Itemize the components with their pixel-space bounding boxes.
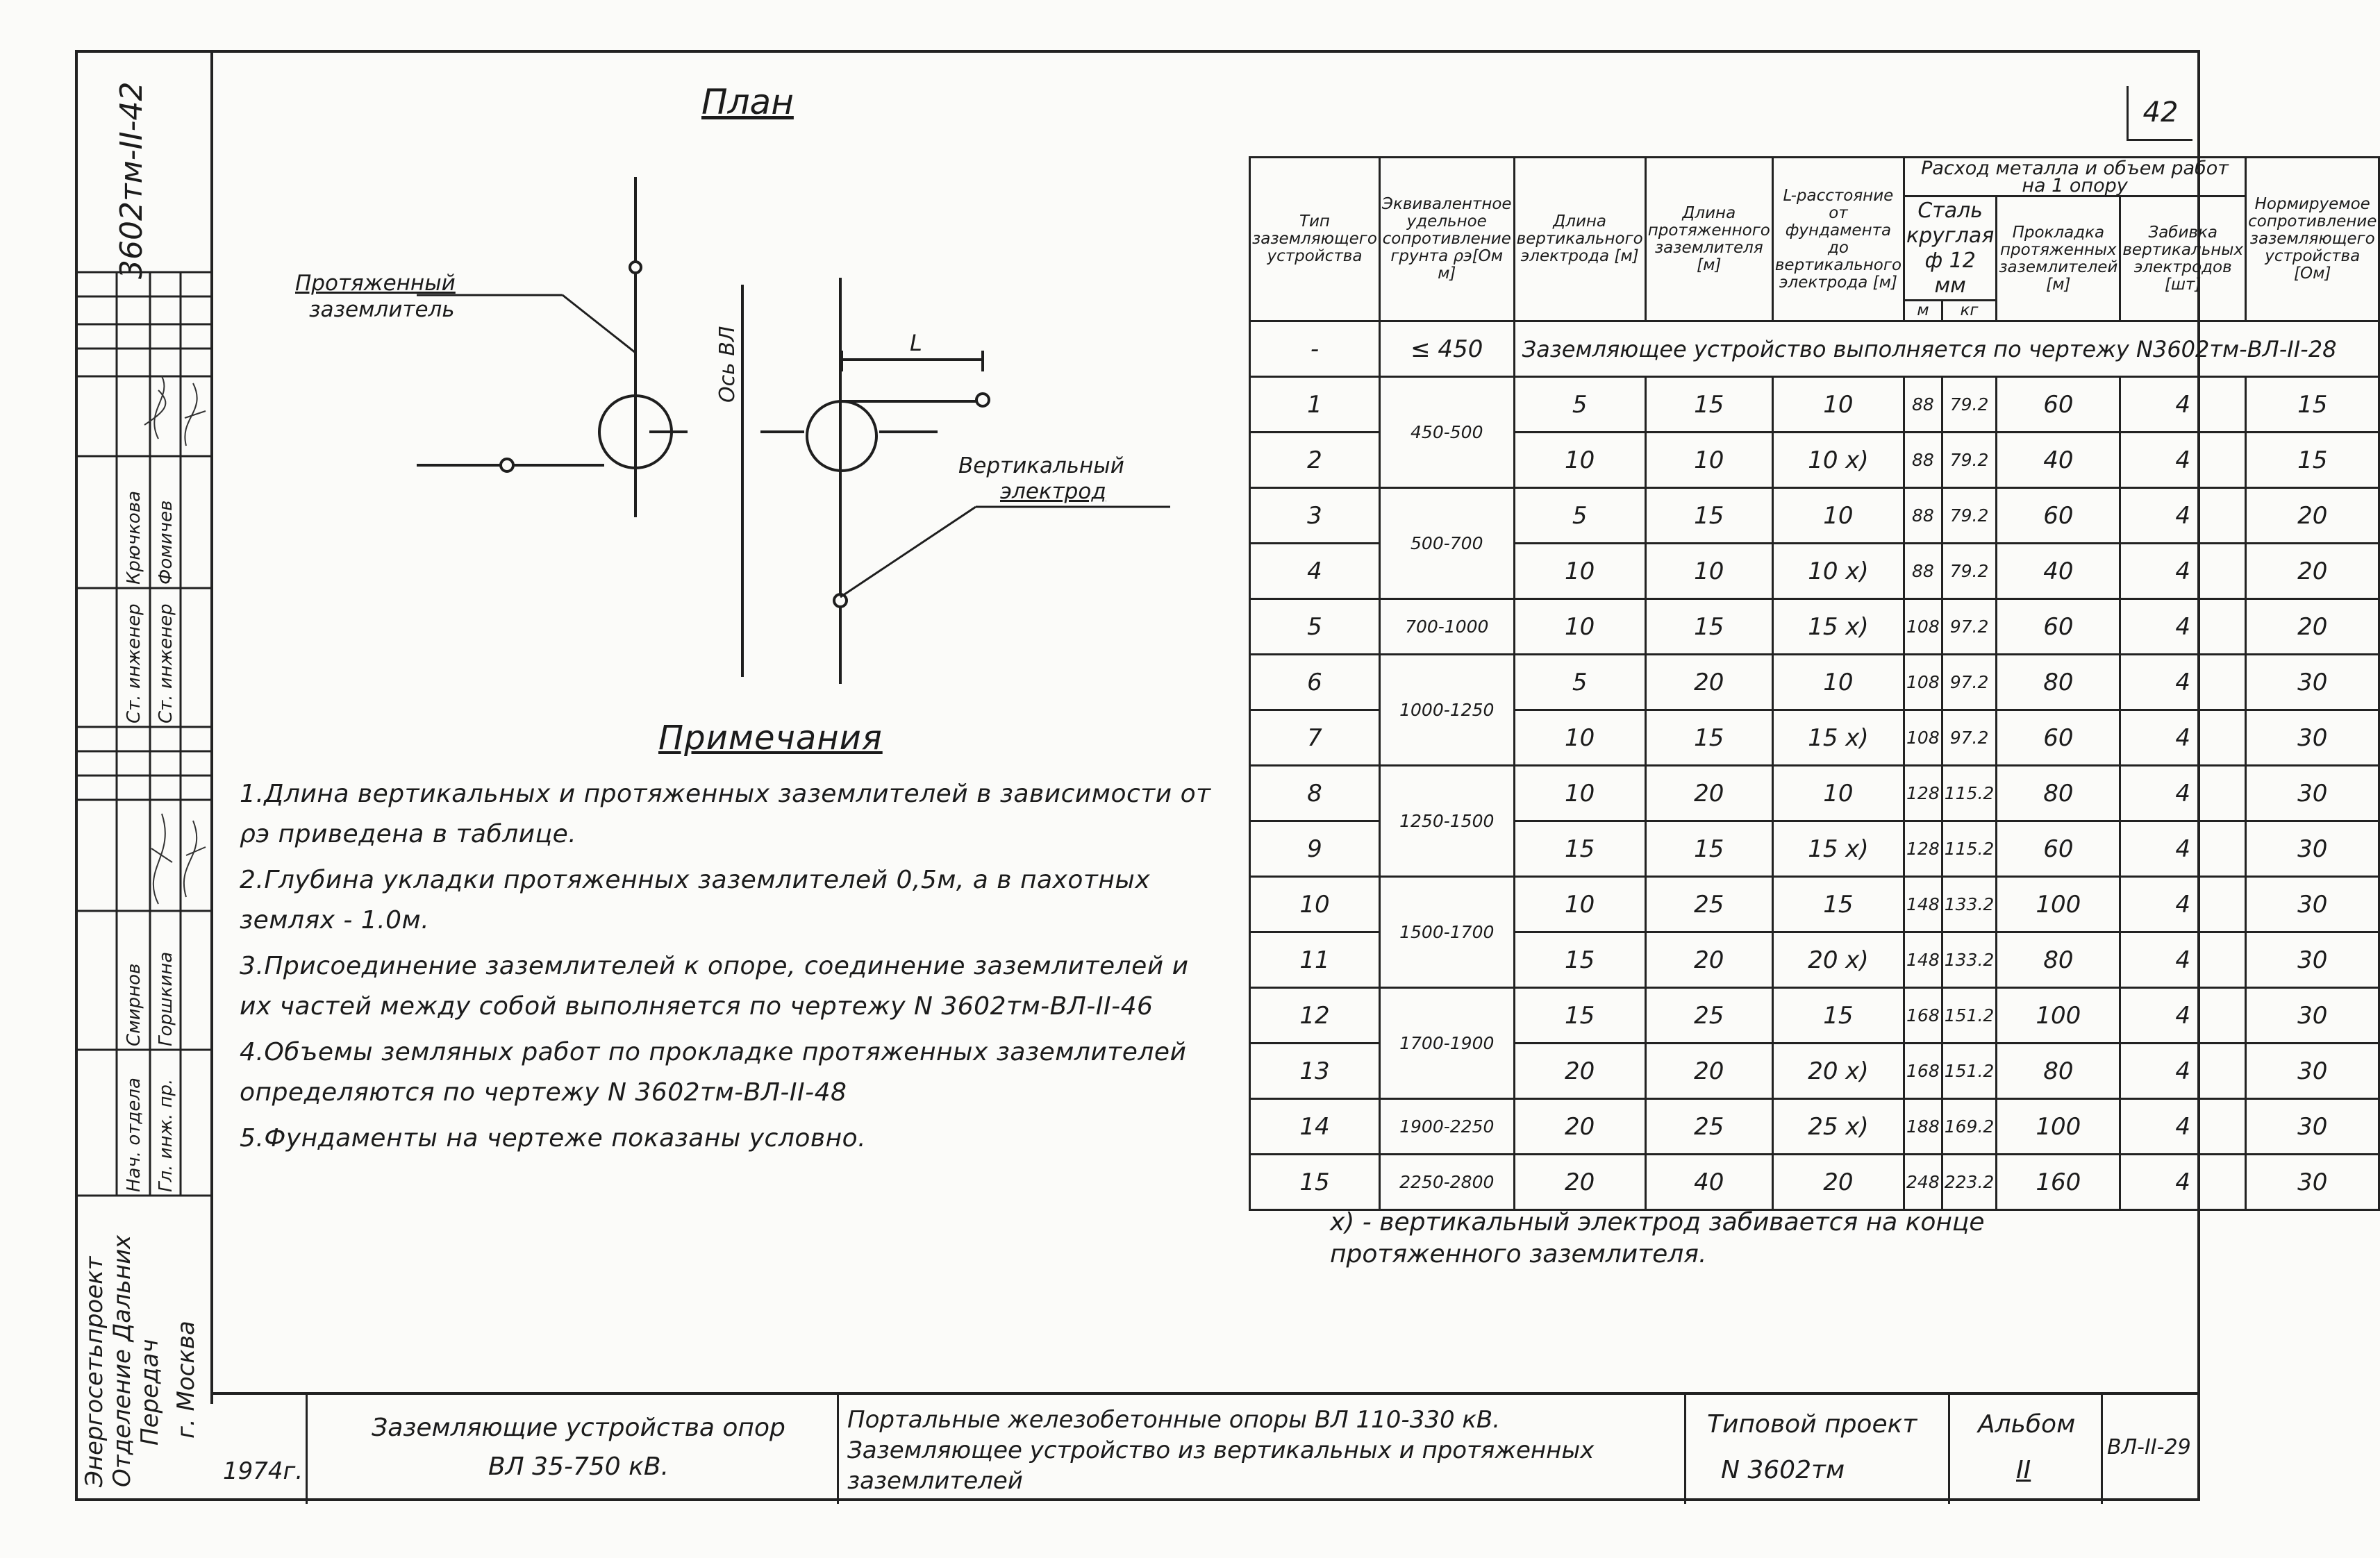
cell-norm: 15 [2246, 433, 2379, 488]
cell-kg: 223.2 [1942, 1155, 1997, 1210]
cell-drive: 4 [2120, 877, 2246, 932]
cell-kg: 97.2 [1942, 655, 1997, 710]
cell-type: 5 [1250, 599, 1380, 655]
table-row [1250, 655, 2379, 710]
tb-album-number: ІІ [2016, 1456, 2031, 1484]
label-vertical-line-1: Вертикальный [958, 453, 1124, 478]
row0-resistivity: ≤ 450 [1379, 321, 1514, 377]
cell-lay: 60 [1997, 488, 2120, 544]
cell-type: 7 [1250, 710, 1380, 766]
cell-kg: 169.2 [1942, 1099, 1997, 1155]
cell-m: 108 [1904, 599, 1942, 655]
cell-m: 188 [1904, 1099, 1942, 1155]
cell-kg: 79.2 [1942, 433, 1997, 488]
cell-drive: 4 [2120, 377, 2246, 433]
cell-kg: 115.2 [1942, 766, 1997, 821]
side-stamp-lines [75, 50, 210, 1404]
cell-lay: 40 [1997, 544, 2120, 599]
cell-L: 10 x) [1772, 433, 1904, 488]
cell-L: 20 [1772, 1155, 1904, 1210]
cell-drive: 4 [2120, 821, 2246, 877]
cell-kg: 133.2 [1942, 932, 1997, 988]
cell-lay: 100 [1997, 988, 2120, 1044]
cell-drive: 4 [2120, 1155, 2246, 1210]
cell-range: 500-700 [1379, 488, 1514, 599]
cell-type: 9 [1250, 821, 1380, 877]
org-line-4: г. Москва [172, 1321, 200, 1439]
stamp-name-1: Крючкова [124, 490, 144, 585]
cell-kg: 79.2 [1942, 377, 1997, 433]
cell-range: 700-1000 [1379, 599, 1514, 655]
stamp-role-4: Гл. инж. пр. [156, 1078, 176, 1192]
cell-L: 15 x) [1772, 710, 1904, 766]
table-row [1250, 877, 2379, 932]
row0-type: - [1250, 321, 1380, 377]
cell-ext: 20 [1645, 932, 1772, 988]
tb-subject-cell [308, 1395, 839, 1504]
plan-title: План [701, 82, 794, 122]
cell-drive: 4 [2120, 988, 2246, 1044]
cell-lay: 80 [1997, 655, 2120, 710]
cell-lay: 80 [1997, 932, 2120, 988]
note-4: 4.Объемы земляных работ по прокладке протяженных заземлителей определяются по чертежу N 3602тм-ВЛ-ІІ-48 [240, 1038, 1187, 1107]
cell-L: 10 x) [1772, 544, 1904, 599]
cell-range: 450-500 [1379, 377, 1514, 488]
cell-norm: 30 [2246, 1044, 2379, 1099]
tb-year: 1974г. [223, 1457, 303, 1485]
tb-project-number: N 3602тм [1721, 1456, 1845, 1484]
cell-L: 25 x) [1772, 1099, 1904, 1155]
cell-vert: 10 [1514, 766, 1645, 821]
cell-vert: 10 [1514, 877, 1645, 932]
side-stamp [75, 50, 213, 1487]
cell-vert: 15 [1514, 821, 1645, 877]
cell-ext: 20 [1645, 1044, 1772, 1099]
cell-ext: 25 [1645, 1099, 1772, 1155]
cell-drive: 4 [2120, 599, 2246, 655]
cell-m: 108 [1904, 655, 1942, 710]
stamp-name-4: Горшкина [156, 951, 176, 1046]
cell-drive: 4 [2120, 1044, 2246, 1099]
header-distance: L-расстояние от фундамента до вертикального электрода [м] [1772, 158, 1904, 321]
cell-drive: 4 [2120, 1099, 2246, 1155]
cell-ext: 10 [1645, 433, 1772, 488]
cell-type: 11 [1250, 932, 1380, 988]
cell-lay: 60 [1997, 710, 2120, 766]
cell-ext: 15 [1645, 821, 1772, 877]
cell-lay: 60 [1997, 377, 2120, 433]
cell-m: 88 [1904, 544, 1942, 599]
cell-m: 88 [1904, 377, 1942, 433]
cell-vert: 10 [1514, 710, 1645, 766]
cell-lay: 60 [1997, 599, 2120, 655]
cell-range: 1700-1900 [1379, 988, 1514, 1099]
title-block [210, 1392, 2200, 1504]
stamp-role-3: Нач. отдела [124, 1078, 144, 1192]
tb-year-cell [210, 1395, 308, 1504]
cell-ext: 40 [1645, 1155, 1772, 1210]
cell-kg: 115.2 [1942, 821, 1997, 877]
tb-sheet-code: ВЛ-ІІ-29 [2107, 1435, 2191, 1459]
cell-kg: 79.2 [1942, 544, 1997, 599]
header-vertical-length: Длина вертикального электрода [м] [1514, 158, 1645, 321]
grounding-table [1249, 156, 2380, 1211]
cell-ext: 20 [1645, 655, 1772, 710]
stamp-name-2: Фомичев [156, 500, 176, 585]
cell-vert: 20 [1514, 1155, 1645, 1210]
cell-kg: 79.2 [1942, 488, 1997, 544]
table-row [1250, 377, 2379, 433]
cell-vert: 20 [1514, 1099, 1645, 1155]
cell-vert: 20 [1514, 1044, 1645, 1099]
cell-ext: 15 [1645, 599, 1772, 655]
note-3: 3.Присоединение заземлителей к опоре, соединение заземлителей и их частей между собой выполняется по чертежу N 3602тм-ВЛ-ІІ-46 [240, 952, 1189, 1021]
header-extended-length: Длина протяженного заземлителя [м] [1645, 158, 1772, 321]
cell-norm: 30 [2246, 877, 2379, 932]
cell-lay: 80 [1997, 1044, 2120, 1099]
tb-album-label: Альбом [1978, 1410, 2076, 1439]
label-extended-line-1: Протяженный [295, 271, 456, 296]
cell-L: 10 [1772, 377, 1904, 433]
cell-vert: 10 [1514, 433, 1645, 488]
cell-norm: 30 [2246, 1099, 2379, 1155]
cell-L: 15 [1772, 988, 1904, 1044]
header-metal-group: Расход металла и объем работ на 1 опору [1904, 158, 2246, 196]
stamp-role-1: Ст. инженер [124, 603, 144, 723]
side-code: 3602тм-ІІ-42 [114, 81, 149, 279]
cell-lay: 60 [1997, 821, 2120, 877]
cell-drive: 4 [2120, 766, 2246, 821]
cell-ext: 10 [1645, 544, 1772, 599]
cell-ext: 25 [1645, 877, 1772, 932]
cell-vert: 5 [1514, 488, 1645, 544]
sheet-number: 42 [2127, 86, 2192, 141]
table-row [1250, 599, 2379, 655]
cell-m: 88 [1904, 488, 1942, 544]
table-footnote: x) - вертикальный электрод забивается на конце протяженного заземлителя. [1330, 1208, 1985, 1268]
cell-drive: 4 [2120, 655, 2246, 710]
cell-m: 148 [1904, 932, 1942, 988]
cell-kg: 151.2 [1942, 1044, 1997, 1099]
org-line-2: Отделение Дальних [108, 1234, 136, 1487]
cell-m: 128 [1904, 766, 1942, 821]
header-steel-m: м [1904, 301, 1942, 321]
cell-type: 10 [1250, 877, 1380, 932]
cell-vert: 10 [1514, 599, 1645, 655]
cell-norm: 30 [2246, 988, 2379, 1044]
stamp-name-3: Смирнов [124, 963, 144, 1046]
cell-drive: 4 [2120, 433, 2246, 488]
cell-lay: 80 [1997, 766, 2120, 821]
table-row [1250, 488, 2379, 544]
table-row [1250, 988, 2379, 1044]
cell-lay: 100 [1997, 1099, 2120, 1155]
cell-m: 88 [1904, 433, 1942, 488]
note-1: 1.Длина вертикальных и протяженных заземлителей в зависимости от ρэ приведена в таблице. [240, 780, 1211, 848]
cell-kg: 97.2 [1942, 599, 1997, 655]
cell-norm: 20 [2246, 488, 2379, 544]
cell-norm: 30 [2246, 710, 2379, 766]
cell-norm: 15 [2246, 377, 2379, 433]
note-2: 2.Глубина укладки протяженных заземлителей 0,5м, а в пахотных землях - 1.0м. [240, 866, 1151, 935]
cell-norm: 20 [2246, 544, 2379, 599]
cell-vert: 15 [1514, 988, 1645, 1044]
cell-range: 2250-2800 [1379, 1155, 1514, 1210]
cell-type: 3 [1250, 488, 1380, 544]
table-row [1250, 1099, 2379, 1155]
cell-type: 14 [1250, 1099, 1380, 1155]
org-line-3: Передач [136, 1339, 164, 1446]
cell-norm: 30 [2246, 932, 2379, 988]
header-type: Тип заземляющего устройства [1250, 158, 1380, 321]
cell-m: 128 [1904, 821, 1942, 877]
cell-drive: 4 [2120, 544, 2246, 599]
cell-type: 2 [1250, 433, 1380, 488]
cell-norm: 30 [2246, 766, 2379, 821]
cell-range: 1250-1500 [1379, 766, 1514, 877]
cell-type: 6 [1250, 655, 1380, 710]
cell-lay: 40 [1997, 433, 2120, 488]
cell-ext: 25 [1645, 988, 1772, 1044]
cell-vert: 15 [1514, 932, 1645, 988]
cell-ext: 15 [1645, 377, 1772, 433]
cell-range: 1900-2250 [1379, 1099, 1514, 1155]
cell-m: 168 [1904, 1044, 1942, 1099]
cell-vert: 10 [1514, 544, 1645, 599]
tb-project-cell [1686, 1395, 1950, 1504]
row0-note: Заземляющее устройство выполняется по чертежу N3602тм-ВЛ-ІІ-28 [1514, 321, 2379, 377]
label-extended-line-2: заземлитель [309, 297, 455, 322]
header-steel: Сталь круглая ф 12 мм [1904, 196, 1997, 301]
cell-L: 10 [1772, 655, 1904, 710]
cell-norm: 20 [2246, 599, 2379, 655]
header-resistivity: Эквивалентное удельное сопротивление грунта ρэ[Ом м] [1379, 158, 1514, 321]
plan-diagram [389, 160, 1222, 701]
cell-type: 8 [1250, 766, 1380, 821]
cell-L: 10 [1772, 488, 1904, 544]
header-driving: Забивка вертикальных электродов [шт] [2120, 196, 2246, 321]
cell-kg: 151.2 [1942, 988, 1997, 1044]
cell-L: 20 x) [1772, 932, 1904, 988]
cell-type: 1 [1250, 377, 1380, 433]
note-5: 5.Фундаменты на чертеже показаны условно. [240, 1124, 867, 1153]
cell-m: 168 [1904, 988, 1942, 1044]
cell-kg: 133.2 [1942, 877, 1997, 932]
tb-album-cell [1950, 1395, 2103, 1504]
label-distance-L: L [910, 330, 922, 356]
cell-norm: 30 [2246, 655, 2379, 710]
notes-title: Примечания [658, 719, 883, 757]
notes-list [240, 774, 1212, 1164]
cell-drive: 4 [2120, 710, 2246, 766]
cell-ext: 15 [1645, 488, 1772, 544]
cell-type: 13 [1250, 1044, 1380, 1099]
header-steel-kg: кг [1942, 301, 1997, 321]
tb-description-cell [839, 1395, 1686, 1504]
cell-range: 1000-1250 [1379, 655, 1514, 766]
cell-vert: 5 [1514, 655, 1645, 710]
cell-L: 15 [1772, 877, 1904, 932]
label-axis: Ось ВЛ [715, 326, 740, 403]
cell-m: 248 [1904, 1155, 1942, 1210]
table-row [1250, 766, 2379, 821]
cell-lay: 100 [1997, 877, 2120, 932]
org-line-1: Энергосетьпроект [81, 1256, 108, 1487]
cell-m: 148 [1904, 877, 1942, 932]
cell-type: 15 [1250, 1155, 1380, 1210]
cell-range: 1500-1700 [1379, 877, 1514, 988]
cell-L: 20 x) [1772, 1044, 1904, 1099]
cell-lay: 160 [1997, 1155, 2120, 1210]
cell-vert: 5 [1514, 377, 1645, 433]
table-row [1250, 1155, 2379, 1210]
tb-sheet-cell [2103, 1395, 2200, 1504]
cell-type: 12 [1250, 988, 1380, 1044]
cell-m: 108 [1904, 710, 1942, 766]
cell-drive: 4 [2120, 488, 2246, 544]
stamp-role-2: Ст. инженер [156, 603, 176, 723]
cell-norm: 30 [2246, 1155, 2379, 1210]
cell-ext: 20 [1645, 766, 1772, 821]
label-vertical-line-2: электрод [1000, 479, 1106, 504]
cell-type: 4 [1250, 544, 1380, 599]
header-laying: Прокладка протяженных заземлителей [м] [1997, 196, 2120, 321]
tb-description: Портальные железобетонные опоры ВЛ 110-330 кВ. Заземляющее устройство из вертикальных и протяженных заземлителей [847, 1406, 1595, 1495]
cell-L: 10 [1772, 766, 1904, 821]
cell-L: 15 x) [1772, 599, 1904, 655]
cell-norm: 30 [2246, 821, 2379, 877]
header-norm: Нормируемое сопротивление заземляющего устройства [Ом] [2246, 158, 2379, 321]
cell-ext: 15 [1645, 710, 1772, 766]
cell-kg: 97.2 [1942, 710, 1997, 766]
tb-subject: Заземляющие устройства опор ВЛ 35-750 кВ. [372, 1414, 785, 1481]
cell-L: 15 x) [1772, 821, 1904, 877]
tb-project-label: Типовой проект [1707, 1410, 1917, 1439]
cell-drive: 4 [2120, 932, 2246, 988]
